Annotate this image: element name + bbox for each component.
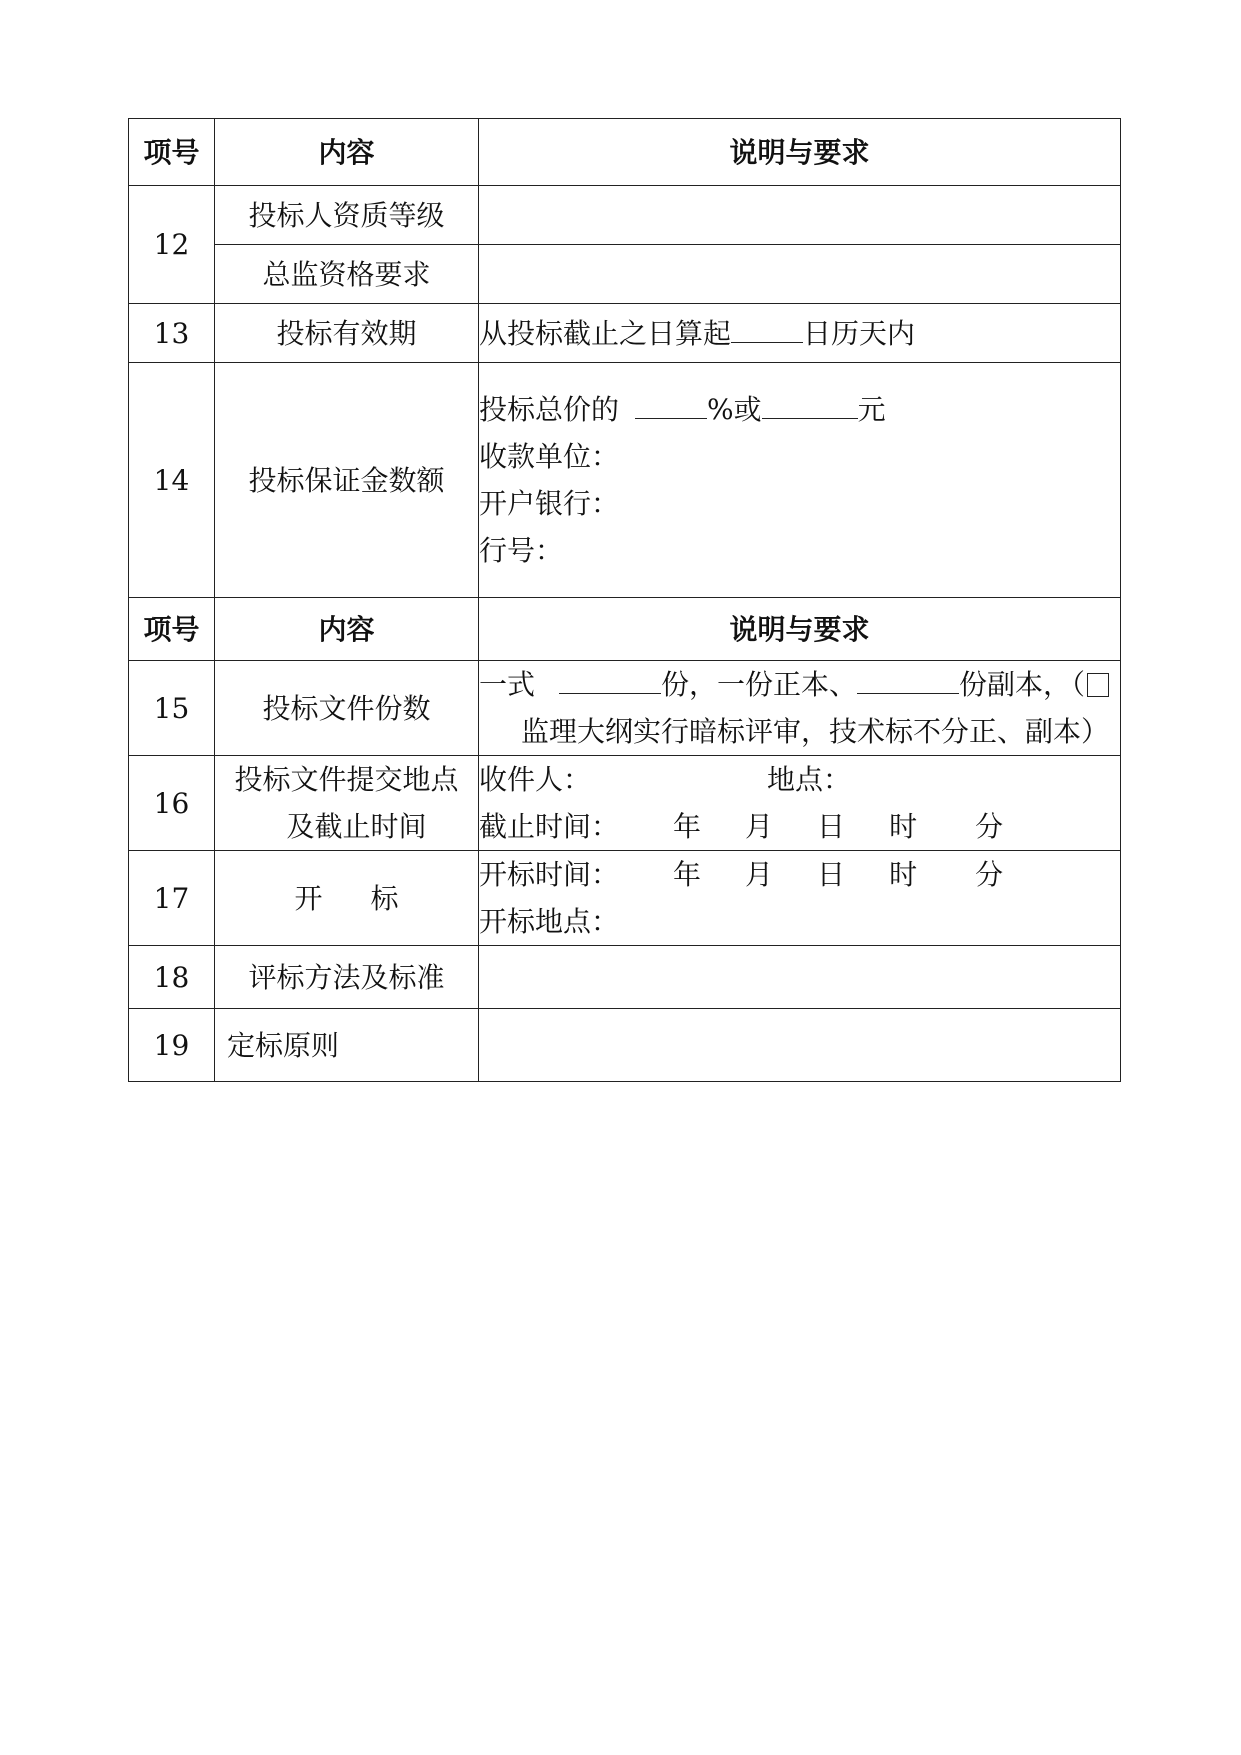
header-item-repeat: 内容 (215, 598, 479, 661)
copies-prefix: 一式 (479, 668, 536, 701)
row-14-item: 投标保证金数额 (215, 363, 479, 598)
recipient-label: 收件人： (479, 763, 592, 796)
payee-line: 收款单位： (479, 440, 620, 473)
deposit-or-label: %或 (707, 393, 762, 426)
row-18-desc[interactable] (479, 946, 1121, 1009)
row-14-no: 14 (129, 363, 215, 598)
copies-line (479, 661, 1120, 708)
row-17-no: 17 (129, 851, 215, 946)
open-day: 日 (817, 858, 846, 891)
validity-suffix: 日历天内 (803, 316, 916, 350)
deadline-year: 年 (673, 810, 702, 843)
deadline-hour: 时 (889, 810, 918, 843)
row-19-item: 定标原则 (215, 1009, 479, 1082)
bid-requirements-table (128, 118, 1121, 1082)
row-12-item-qualification: 投标人资质等级 (215, 186, 479, 245)
location-label: 地点： (767, 763, 852, 796)
open-place-line: 开标地点： (479, 905, 620, 938)
row-13-no: 13 (129, 304, 215, 363)
validity-days-blank[interactable] (731, 312, 803, 343)
bank-line: 开户银行： (479, 487, 620, 520)
header-no: 项号 (129, 119, 215, 186)
row-16-item-line1: 投标文件提交地点 (234, 763, 459, 796)
row-13-desc (479, 304, 1121, 363)
header-no-repeat: 项号 (129, 598, 215, 661)
table-row (129, 756, 1121, 851)
table-row (129, 245, 1121, 304)
recipient-line (479, 756, 1120, 803)
row-12-no: 12 (129, 186, 215, 304)
header-desc: 说明与要求 (479, 119, 1121, 186)
deadline-label: 截止时间： (479, 810, 620, 843)
row-18-item: 评标方法及标准 (215, 946, 479, 1009)
deadline-line (479, 803, 1120, 850)
blind-review-checkbox[interactable] (1087, 673, 1109, 697)
original-label: 份，一份正本、 (661, 668, 858, 701)
row-12-desc-qualification[interactable] (479, 186, 1121, 245)
open-minute: 分 (975, 858, 1004, 891)
row-16-desc (479, 756, 1121, 851)
open-hour: 时 (889, 858, 918, 891)
duplicate-copies-blank[interactable] (857, 663, 959, 694)
row-14-desc (479, 363, 1121, 598)
deposit-percent-label: 投标总价的 (479, 393, 620, 426)
row-16-no: 16 (129, 756, 215, 851)
deadline-day: 日 (817, 810, 846, 843)
header-row (129, 119, 1121, 186)
open-month: 月 (745, 858, 774, 891)
header-item: 内容 (215, 119, 479, 186)
deposit-amount-line (479, 386, 1120, 433)
header-row-repeat (129, 598, 1121, 661)
table-row (129, 304, 1121, 363)
duplicate-label: 份副本，（ (959, 668, 1086, 701)
row-17-desc (479, 851, 1121, 946)
open-time-label: 开标时间： (479, 858, 620, 891)
row-17-item-b: 标 (370, 881, 399, 915)
deposit-yuan-label: 元 (857, 393, 886, 426)
row-13-item: 投标有效期 (215, 304, 479, 363)
row-12-desc-director[interactable] (479, 245, 1121, 304)
row-15-no: 15 (129, 661, 215, 756)
bank-code-line: 行号： (479, 534, 564, 567)
row-12-item-director: 总监资格要求 (215, 245, 479, 304)
row-19-no: 19 (129, 1009, 215, 1082)
deposit-yuan-blank[interactable] (762, 388, 858, 419)
header-desc-repeat: 说明与要求 (479, 598, 1121, 661)
row-17-item (215, 851, 479, 946)
open-time-line (479, 851, 1120, 898)
table-row (129, 363, 1121, 598)
table-row (129, 1009, 1121, 1082)
deposit-percent-blank[interactable] (635, 388, 707, 419)
table-row (129, 946, 1121, 1009)
row-18-no: 18 (129, 946, 215, 1009)
deadline-minute: 分 (975, 810, 1004, 843)
original-copies-blank[interactable] (559, 663, 661, 694)
row-19-desc[interactable] (479, 1009, 1121, 1082)
table-row (129, 186, 1121, 245)
row-16-item (215, 756, 479, 851)
row-16-item-line2: 及截止时间 (286, 810, 427, 843)
row-15-item: 投标文件份数 (215, 661, 479, 756)
table-row (129, 851, 1121, 946)
table-row (129, 661, 1121, 756)
row-15-desc (479, 661, 1121, 756)
open-year: 年 (673, 858, 702, 891)
row-17-item-a: 开 (294, 881, 323, 915)
blind-review-note: 监理大纲实行暗标评审，技术标不分正、副本） (521, 715, 1110, 748)
deadline-month: 月 (745, 810, 774, 843)
validity-prefix: 从投标截止之日算起 (479, 316, 732, 350)
